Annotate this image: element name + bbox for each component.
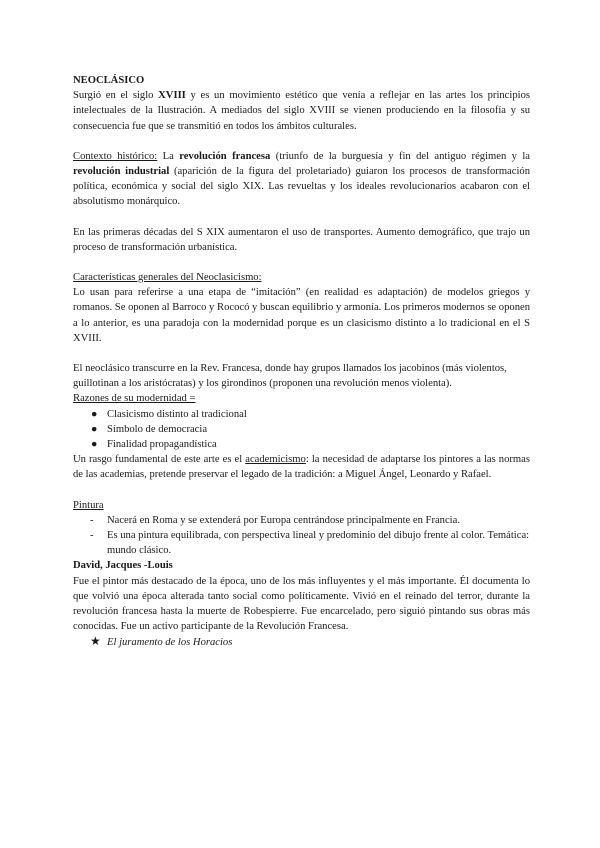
works-list (73, 635, 530, 650)
characteristics-paragraph: Lo usan para referirse a una etapa de “imitación” (en realidad es adaptación) de modelos griegos y romanos. Se oponen al Barroco y Rococó y buscan equilibrio y armonía. Los primeros modernos se oponen a lo anterior, es una paradoja con la modernidad porque es un clasicismo distinto a lo tradicional en el S XVIII. (73, 287, 530, 344)
academicism-paragraph: Un rasgo fundamental de este arte es el academicismo: la necesidad de adaptarse los pintores a las normas de las academias, pretende preservar el legado de la tradición: a Miguel Ángel, Leonardo y Rafael. (73, 454, 530, 481)
reasons-heading: Razones de su modernidad = (73, 393, 196, 405)
list-item: - Es una pintura equilibrada, con perspectiva lineal y predominio del dibujo frente al color. Temática: mundo clásico. (90, 530, 530, 557)
list-item: ● Símbolo de democracia (73, 422, 530, 437)
document-body (73, 73, 530, 650)
document-title: NEOCLÁSICO (73, 75, 145, 86)
bullet-icon: ● (91, 408, 98, 420)
david-paragraph: Fue el pintor más destacado de la época, uno de los más influyentes y el más importante. Él documenta lo que volvió una época alterada tanto social como políticamente. Vivió en el reinado del terror, durante la revolución francesa hasta la muerte de Robespierre. Fue encarcelado, pero siguió pintando sus obras más conocidas. Fue un activo participante de la Revolución Francesa. (73, 575, 530, 633)
dash-icon: - (90, 530, 94, 542)
list-item: - Nacerá en Roma y se extenderá por Europa centrándose principalmente en Francia. (73, 513, 530, 528)
painting-list (73, 513, 530, 559)
star-icon: ★ (90, 633, 101, 648)
reasons-list (73, 407, 530, 453)
david-heading: David, Jacques -Louis (73, 560, 173, 572)
list-item: ● Finalidad propagandística (73, 437, 530, 452)
transport-paragraph: En las primeras décadas del S XIX aumentaron el uso de transportes. Aumento demográfico, que trajo un proceso de transformación urbanística. (73, 226, 530, 253)
list-item: ★ El juramento de los Horacios (90, 633, 233, 648)
painting-heading: Pintura (73, 499, 104, 511)
dash-icon: - (90, 514, 94, 526)
characteristics-heading: Características generales del Neoclasicismo: (73, 272, 262, 284)
bullet-icon: ● (91, 439, 98, 451)
intro-paragraph: Surgió en el siglo XVIII y es un movimiento estético que venía a reflejar en las artes los principios intelectuales de la Ilustración. A mediados del siglo XVIII se vienen produciendo en la filosofía y su consecuencia fue que se transmitió en todos los ámbitos culturales. (73, 90, 530, 132)
context-paragraph: Contexto histórico: La revolución francesa (triunfo de la burguesía y fin del antiguo régimen y la revolución industrial (aparición de la figura del proletariado) guiaron los procesos de transformación política, económica y social del siglo XIX. Las revueltas y los ideales revolucionarios acabaron con el absolutismo monárquico. (73, 150, 531, 208)
neoclassic-paragraph: El neoclásico transcurre en la Rev. Francesa, donde hay grupos llamados los jacobinos (más violentos, guillotinan a los aristócratas) y los girondinos (proponen una revolución menos violenta). (73, 363, 507, 390)
list-item: ● Clasicismo distinto al tradicional (73, 407, 530, 422)
context-label: Contexto histórico: (73, 150, 158, 162)
bullet-icon: ● (91, 423, 98, 435)
